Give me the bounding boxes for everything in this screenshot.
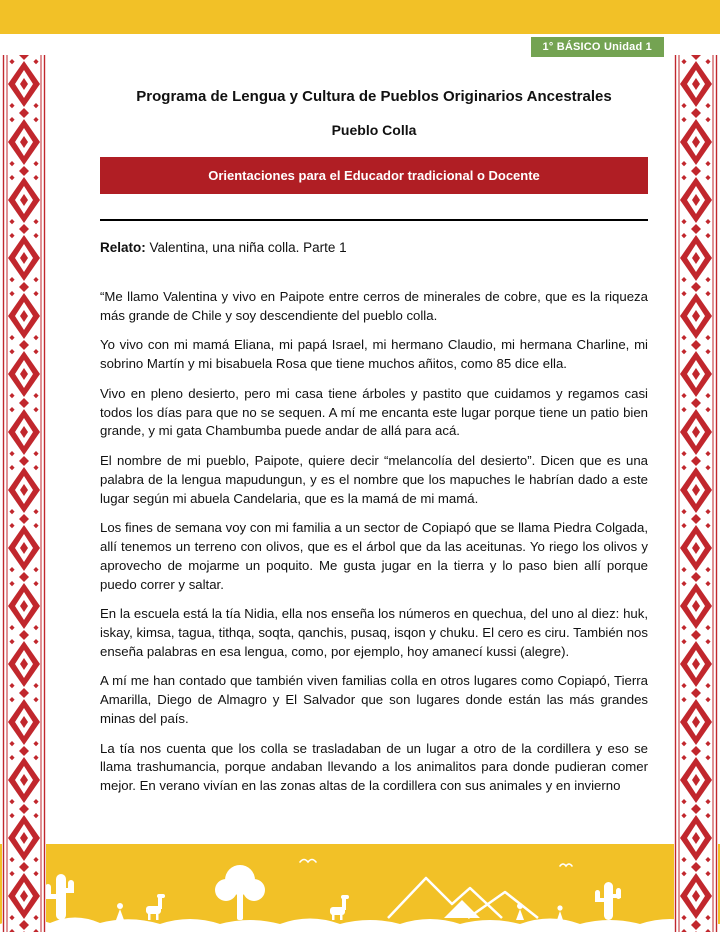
document-page (100, 72, 648, 807)
andean-pattern-border-right (674, 55, 718, 932)
orientation-banner: Orientaciones para el Educador tradicional o Docente (100, 157, 648, 194)
paragraph: “Me llamo Valentina y vivo en Paipote entre cerros de minerales de cobre, que es la riqueza más grande de Chile y soy descendiente del pueblo colla. (100, 289, 648, 323)
paragraph: Vivo en pleno desierto, pero mi casa tiene árboles y pastito que cuidamos y regamos casi todos los días para que no se sequen. A mí me encanta este lugar porque tiene un patio bien grande, y mi gata Chambumba puede andar de allá para acá. (100, 385, 648, 439)
andean-pattern-border-left (2, 55, 46, 932)
paragraph: A mí me han contado que también viven familias colla en otros lugares como Copiapó, Tierra Amarilla, Diego de Almagro y El Salvador que son lugares donde están las más grandes minas del país. (100, 673, 648, 726)
relato-label: Relato: (100, 240, 146, 255)
relato-title: Valentina, una niña colla. Parte 1 (145, 240, 347, 255)
unit-badge: 1° BÁSICO Unidad 1 (531, 37, 664, 57)
relato-heading (100, 240, 648, 255)
paragraph: La tía nos cuenta que los colla se trasladaban de un lugar a otro de la cordillera y eso se llama trashumancia, porque andaban llevando a los animalitos para donde pudieran comer mejor. En verano vivían en las zonas altas de la cordillera con sus animales y en invierno (100, 740, 648, 794)
top-yellow-band (0, 0, 720, 34)
page-title: Programa de Lengua y Cultura de Pueblos Originarios Ancestrales (136, 88, 612, 105)
landscape-illustration (0, 844, 720, 932)
section-divider (100, 219, 648, 221)
relato-body (100, 288, 648, 796)
paragraph: Yo vivo con mi mamá Eliana, mi papá Israel, mi hermano Claudio, mi hermana Charline, mi sobrino Martín y mi bisabuela Rosa que tiene muchos añitos, como 85 dice ella. (100, 337, 648, 372)
page-subtitle: Pueblo Colla (331, 122, 417, 138)
paragraph: En la escuela está la tía Nidia, ella nos enseña los números en quechua, del uno al diez: huk, iskay, kimsa, tagua, tithqa, soqta, qanchis, pusaq, isqon y chuku. El cero es ciru. También nos enseña palabras en esa lengua, como, por ejemplo, hoy amanecí kussi (alegre). (100, 606, 648, 659)
paragraph: El nombre de mi pueblo, Paipote, quiere decir “melancolía del desierto”. Dicen que es una palabra de la lengua mapudungun, y es el nombre que los mapuches le habrían dado a este lugar según mi abuela Candelaria, que es la mamá de mi mamá. (100, 453, 648, 506)
paragraph: Los fines de semana voy con mi familia a un sector de Copiapó que se llama Piedra Colgada, allí tenemos un terreno con olivos, que es el árbol que da las aceitunas. Yo riego los olivos y aprovecho de mojarme un poquito. Me gusta jugar en la tierra y lo paso bien allí porque puedo correr y saltar. (100, 520, 648, 592)
